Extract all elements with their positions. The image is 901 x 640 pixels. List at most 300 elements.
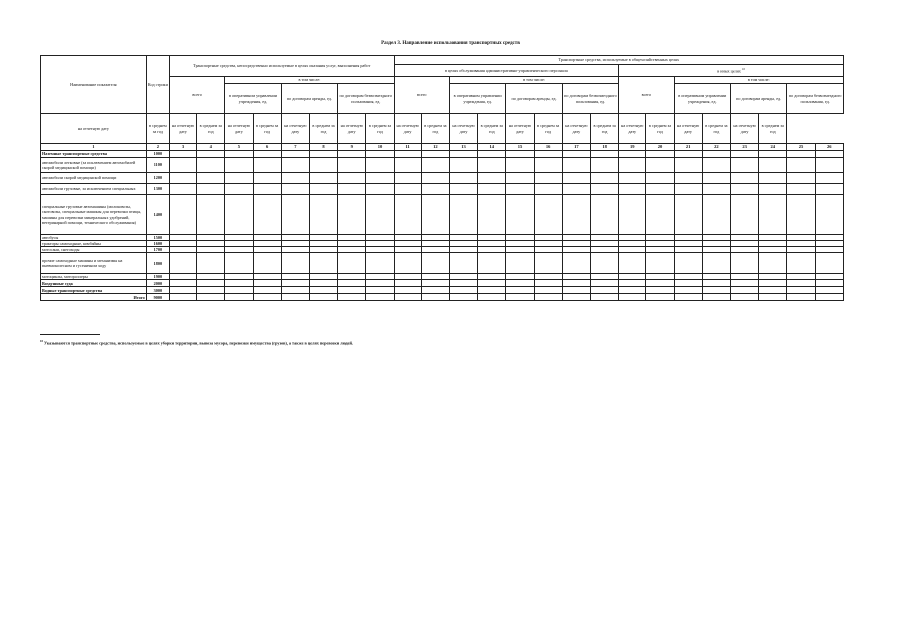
value-cell[interactable] (787, 253, 815, 274)
value-cell[interactable] (338, 195, 366, 235)
value-cell[interactable] (759, 195, 787, 235)
value-cell[interactable] (590, 151, 618, 158)
value-cell[interactable] (169, 253, 196, 274)
value-cell[interactable] (169, 287, 196, 294)
value-cell[interactable] (590, 184, 618, 195)
value-cell[interactable] (534, 294, 562, 301)
value-cell[interactable] (506, 184, 534, 195)
value-cell[interactable] (338, 280, 366, 287)
value-cell[interactable] (787, 195, 815, 235)
value-cell[interactable] (281, 253, 309, 274)
value-cell[interactable] (562, 280, 590, 287)
value-cell[interactable] (619, 253, 646, 274)
value-cell[interactable] (815, 253, 843, 274)
value-cell[interactable] (534, 195, 562, 235)
value-cell[interactable] (338, 151, 366, 158)
value-cell[interactable] (169, 184, 196, 195)
value-cell[interactable] (702, 173, 730, 184)
header-at-date: на отчетную дату (730, 114, 758, 144)
value-cell[interactable] (394, 184, 421, 195)
value-cell[interactable] (169, 151, 196, 158)
value-cell[interactable] (674, 280, 702, 287)
column-number: 6 (253, 144, 281, 151)
row-code: 1800 (146, 253, 169, 274)
value-cell[interactable] (815, 158, 843, 173)
column-number: 22 (702, 144, 730, 151)
row-name: тракторы самоходные, комбайны (41, 241, 147, 247)
value-cell[interactable] (253, 184, 281, 195)
header-rent: по договорам аренды, ед. (730, 84, 786, 114)
value-cell[interactable] (421, 294, 449, 301)
value-cell[interactable] (449, 195, 477, 235)
value-cell[interactable] (169, 294, 196, 301)
value-cell[interactable] (281, 287, 309, 294)
value-cell[interactable] (590, 173, 618, 184)
value-cell[interactable] (253, 294, 281, 301)
value-cell[interactable] (674, 151, 702, 158)
value-cell[interactable] (702, 294, 730, 301)
value-cell[interactable] (534, 158, 562, 173)
value-cell[interactable] (815, 280, 843, 287)
value-cell[interactable] (394, 173, 421, 184)
value-cell[interactable] (309, 151, 337, 158)
value-cell[interactable] (225, 158, 253, 173)
value-cell[interactable] (366, 158, 394, 173)
value-cell[interactable] (534, 253, 562, 274)
value-cell[interactable] (449, 280, 477, 287)
header-avg-year: в среднем за год (702, 114, 730, 144)
header-operative: в оперативном управлении учреждения, ед. (225, 84, 281, 114)
row-name: автомобили легковые (за исключением автомобилей скорой медицинской помощи) (41, 158, 147, 173)
value-cell[interactable] (674, 253, 702, 274)
value-cell[interactable] (506, 195, 534, 235)
value-cell[interactable] (478, 287, 506, 294)
value-cell[interactable] (787, 287, 815, 294)
value-cell[interactable] (253, 195, 281, 235)
value-cell[interactable] (449, 253, 477, 274)
value-cell[interactable] (478, 253, 506, 274)
value-cell[interactable] (225, 280, 253, 287)
value-cell[interactable] (815, 294, 843, 301)
value-cell[interactable] (338, 158, 366, 173)
value-cell[interactable] (590, 195, 618, 235)
value-cell[interactable] (534, 287, 562, 294)
header-group-b1: в целях обслуживания административно-управленческого персонала (394, 65, 619, 77)
value-cell[interactable] (449, 184, 477, 195)
column-number: 25 (787, 144, 815, 151)
value-cell[interactable] (759, 184, 787, 195)
header-total: всего (394, 77, 449, 114)
value-cell[interactable] (646, 294, 674, 301)
column-number: 12 (421, 144, 449, 151)
value-cell[interactable] (534, 184, 562, 195)
value-cell[interactable] (281, 294, 309, 301)
value-cell[interactable] (562, 195, 590, 235)
header-at-date: на отчетную дату (506, 114, 534, 144)
column-number: 1 (41, 144, 147, 151)
value-cell[interactable] (394, 253, 421, 274)
value-cell[interactable] (646, 151, 674, 158)
header-at-date: на отчетную дату (619, 114, 646, 144)
value-cell[interactable] (421, 195, 449, 235)
value-cell[interactable] (562, 253, 590, 274)
value-cell[interactable] (730, 173, 758, 184)
header-avg-year: в среднем за год (309, 114, 337, 144)
value-cell[interactable] (197, 294, 225, 301)
value-cell[interactable] (281, 280, 309, 287)
column-number: 17 (562, 144, 590, 151)
value-cell[interactable] (730, 287, 758, 294)
value-cell[interactable] (759, 173, 787, 184)
table-row (41, 184, 844, 195)
value-cell[interactable] (394, 195, 421, 235)
value-cell[interactable] (478, 151, 506, 158)
value-cell[interactable] (449, 173, 477, 184)
value-cell[interactable] (674, 158, 702, 173)
value-cell[interactable] (815, 173, 843, 184)
value-cell[interactable] (281, 173, 309, 184)
value-cell[interactable] (787, 158, 815, 173)
value-cell[interactable] (197, 173, 225, 184)
value-cell[interactable] (309, 280, 337, 287)
value-cell[interactable] (197, 287, 225, 294)
value-cell[interactable] (702, 287, 730, 294)
header-avg-year: в среднем за год (146, 114, 169, 144)
value-cell[interactable] (759, 294, 787, 301)
value-cell[interactable] (787, 151, 815, 158)
value-cell[interactable] (169, 173, 196, 184)
value-cell[interactable] (197, 184, 225, 195)
value-cell[interactable] (309, 173, 337, 184)
column-number: 2 (146, 144, 169, 151)
value-cell[interactable] (562, 287, 590, 294)
value-cell[interactable] (478, 294, 506, 301)
row-code: 2000 (146, 280, 169, 287)
row-name: автобусы (41, 235, 147, 241)
table-row (41, 158, 844, 173)
value-cell[interactable] (281, 158, 309, 173)
value-cell[interactable] (421, 280, 449, 287)
value-cell[interactable] (646, 195, 674, 235)
column-number: 13 (449, 144, 477, 151)
row-code: 1500 (146, 235, 169, 241)
header-indicator: Наименование показателя (41, 56, 147, 114)
row-name: мотосани, снегоходы (41, 247, 147, 253)
value-cell[interactable] (815, 184, 843, 195)
value-cell[interactable] (225, 184, 253, 195)
value-cell[interactable] (197, 280, 225, 287)
value-cell[interactable] (366, 287, 394, 294)
value-cell[interactable] (674, 195, 702, 235)
table-row (41, 253, 844, 274)
value-cell[interactable] (590, 280, 618, 287)
header-at-date: на отчетную дату (281, 114, 309, 144)
value-cell[interactable] (759, 151, 787, 158)
value-cell[interactable] (534, 173, 562, 184)
value-cell[interactable] (309, 184, 337, 195)
value-cell[interactable] (702, 280, 730, 287)
column-number: 4 (197, 144, 225, 151)
value-cell[interactable] (197, 151, 225, 158)
value-cell[interactable] (619, 195, 646, 235)
table-row (41, 151, 844, 158)
value-cell[interactable] (169, 280, 196, 287)
value-cell[interactable] (759, 287, 787, 294)
value-cell[interactable] (506, 287, 534, 294)
value-cell[interactable] (394, 151, 421, 158)
value-cell[interactable] (197, 195, 225, 235)
value-cell[interactable] (394, 294, 421, 301)
value-cell[interactable] (253, 151, 281, 158)
row-code: 1300 (146, 184, 169, 195)
value-cell[interactable] (646, 158, 674, 173)
value-cell[interactable] (730, 158, 758, 173)
value-cell[interactable] (197, 158, 225, 173)
row-code: 1400 (146, 195, 169, 235)
value-cell[interactable] (366, 195, 394, 235)
value-cell[interactable] (787, 173, 815, 184)
table-row (41, 173, 844, 184)
row-code: 9000 (146, 294, 169, 301)
value-cell[interactable] (787, 294, 815, 301)
value-cell[interactable] (590, 294, 618, 301)
value-cell[interactable] (759, 280, 787, 287)
value-cell[interactable] (562, 184, 590, 195)
value-cell[interactable] (619, 280, 646, 287)
column-number: 26 (815, 144, 843, 151)
value-cell[interactable] (646, 173, 674, 184)
value-cell[interactable] (338, 173, 366, 184)
value-cell[interactable] (506, 253, 534, 274)
value-cell[interactable] (449, 287, 477, 294)
value-cell[interactable] (421, 184, 449, 195)
value-cell[interactable] (421, 287, 449, 294)
value-cell[interactable] (674, 173, 702, 184)
value-cell[interactable] (421, 173, 449, 184)
value-cell[interactable] (449, 158, 477, 173)
value-cell[interactable] (646, 253, 674, 274)
value-cell[interactable] (506, 294, 534, 301)
row-name: Итого (41, 294, 147, 301)
row-code: 1600 (146, 241, 169, 247)
header-avg-year: в среднем за год (590, 114, 618, 144)
value-cell[interactable] (309, 195, 337, 235)
column-number: 5 (225, 144, 253, 151)
table-row (41, 195, 844, 235)
value-cell[interactable] (702, 184, 730, 195)
header-rent: по договорам аренды, ед. (506, 84, 562, 114)
value-cell[interactable] (366, 184, 394, 195)
value-cell[interactable] (562, 151, 590, 158)
value-cell[interactable] (590, 287, 618, 294)
value-cell[interactable] (169, 158, 196, 173)
value-cell[interactable] (366, 173, 394, 184)
column-number: 11 (394, 144, 421, 151)
value-cell[interactable] (506, 280, 534, 287)
value-cell[interactable] (702, 253, 730, 274)
value-cell[interactable] (562, 294, 590, 301)
value-cell[interactable] (478, 184, 506, 195)
row-name: специальные грузовые автомашины (молоковозы, скотовозы, специальные машины для перевозки птицы, машины для перевозки минеральных удобрений, ветеринарной помощи, технического обслуживания) (41, 195, 147, 235)
value-cell[interactable] (619, 151, 646, 158)
value-cell[interactable] (309, 158, 337, 173)
value-cell[interactable] (619, 294, 646, 301)
value-cell[interactable] (674, 294, 702, 301)
form-table (40, 55, 844, 301)
value-cell[interactable] (619, 173, 646, 184)
column-number: 18 (590, 144, 618, 151)
value-cell[interactable] (338, 294, 366, 301)
header-at-date: на отчетную дату (674, 114, 702, 144)
header-including: в том числе: (449, 77, 618, 84)
value-cell[interactable] (478, 158, 506, 173)
footnote-divider (40, 334, 100, 335)
page-title: Раздел 3. Направление использования транспортных средств (381, 41, 520, 46)
value-cell[interactable] (449, 151, 477, 158)
column-number: 14 (478, 144, 506, 151)
header-avg-year: в среднем за год (478, 114, 506, 144)
value-cell[interactable] (421, 253, 449, 274)
value-cell[interactable] (506, 158, 534, 173)
value-cell[interactable] (478, 173, 506, 184)
value-cell[interactable] (730, 151, 758, 158)
value-cell[interactable] (646, 280, 674, 287)
value-cell[interactable] (730, 195, 758, 235)
value-cell[interactable] (787, 184, 815, 195)
value-cell[interactable] (759, 158, 787, 173)
value-cell[interactable] (394, 287, 421, 294)
value-cell[interactable] (281, 151, 309, 158)
value-cell[interactable] (590, 253, 618, 274)
value-cell[interactable] (366, 253, 394, 274)
table-row (41, 294, 844, 301)
value-cell[interactable] (225, 287, 253, 294)
value-cell[interactable] (253, 280, 281, 287)
column-number: 9 (338, 144, 366, 151)
header-at-date: на отчетную дату (562, 114, 590, 144)
column-number: 21 (674, 144, 702, 151)
row-name: автомобили грузовые, за исключением специальных (41, 184, 147, 195)
value-cell[interactable] (562, 173, 590, 184)
value-cell[interactable] (619, 287, 646, 294)
value-cell[interactable] (478, 280, 506, 287)
header-avg-year: в среднем за год (366, 114, 394, 144)
value-cell[interactable] (366, 151, 394, 158)
header-avg-year: в среднем за год (759, 114, 787, 144)
value-cell[interactable] (253, 173, 281, 184)
value-cell[interactable] (787, 280, 815, 287)
header-total: всего (619, 77, 674, 114)
value-cell[interactable] (674, 287, 702, 294)
value-cell[interactable] (225, 294, 253, 301)
value-cell[interactable] (646, 287, 674, 294)
value-cell[interactable] (309, 253, 337, 274)
value-cell[interactable] (338, 184, 366, 195)
header-avg-year: в среднем за год (646, 114, 674, 144)
value-cell[interactable] (759, 253, 787, 274)
value-cell[interactable] (534, 151, 562, 158)
value-cell[interactable] (590, 158, 618, 173)
value-cell[interactable] (309, 287, 337, 294)
value-cell[interactable] (702, 151, 730, 158)
value-cell[interactable] (815, 287, 843, 294)
value-cell[interactable] (478, 195, 506, 235)
table-row (41, 280, 844, 287)
header-group-b: Транспортные средства, используемые в общехозяйственных целях (394, 56, 843, 65)
value-cell[interactable] (815, 195, 843, 235)
row-name: Водные транспортные средства (41, 287, 147, 294)
column-number: 3 (169, 144, 196, 151)
value-cell[interactable] (225, 195, 253, 235)
value-cell[interactable] (730, 294, 758, 301)
column-number: 19 (619, 144, 646, 151)
value-cell[interactable] (225, 173, 253, 184)
row-name: Воздушные суда (41, 280, 147, 287)
value-cell[interactable] (338, 253, 366, 274)
value-cell[interactable] (421, 151, 449, 158)
header-code: Код строки (146, 56, 169, 114)
column-number: 10 (366, 144, 394, 151)
header-free: по договорам безвозмездного пользования, ед. (787, 84, 844, 114)
row-name: мотоциклы, мотороллеры (41, 274, 147, 280)
header-avg-year: в среднем за год (197, 114, 225, 144)
value-cell[interactable] (646, 184, 674, 195)
value-cell[interactable] (281, 195, 309, 235)
value-cell[interactable] (730, 184, 758, 195)
value-cell[interactable] (366, 294, 394, 301)
header-avg-year: в среднем за год (253, 114, 281, 144)
value-cell[interactable] (815, 151, 843, 158)
row-code: 1900 (146, 274, 169, 280)
value-cell[interactable] (281, 184, 309, 195)
value-cell[interactable] (225, 253, 253, 274)
value-cell[interactable] (619, 184, 646, 195)
value-cell[interactable] (506, 151, 534, 158)
row-code: 1700 (146, 247, 169, 253)
value-cell[interactable] (619, 158, 646, 173)
header-at-date: на отчетную дату (338, 114, 366, 144)
value-cell[interactable] (421, 158, 449, 173)
row-name: прочие самоходные машины и механизмы на пневмоколесном и гусеничном ходу (41, 253, 147, 274)
value-cell[interactable] (394, 158, 421, 173)
column-number: 8 (309, 144, 337, 151)
value-cell[interactable] (702, 158, 730, 173)
value-cell[interactable] (394, 280, 421, 287)
value-cell[interactable] (366, 280, 394, 287)
header-operative: в оперативном управлении учреждения, ед. (674, 84, 730, 114)
value-cell[interactable] (253, 287, 281, 294)
footnote: $^{10}$ Указываются транспортные средства, используемые в целях уборки территории, вывоза мусора, перевозки имущества (грузов), а также в целях перевозки людей. (40, 339, 353, 346)
value-cell[interactable] (338, 287, 366, 294)
value-cell[interactable] (534, 280, 562, 287)
value-cell[interactable] (225, 151, 253, 158)
value-cell[interactable] (730, 280, 758, 287)
value-cell[interactable] (309, 294, 337, 301)
value-cell[interactable] (169, 195, 196, 235)
column-number: 16 (534, 144, 562, 151)
header-free: по договорам безвозмездного пользования, ед. (562, 84, 618, 114)
value-cell[interactable] (449, 294, 477, 301)
value-cell[interactable] (197, 253, 225, 274)
value-cell[interactable] (702, 195, 730, 235)
column-number: 15 (506, 144, 534, 151)
value-cell[interactable] (253, 253, 281, 274)
value-cell[interactable] (674, 184, 702, 195)
value-cell[interactable] (730, 253, 758, 274)
value-cell[interactable] (506, 173, 534, 184)
value-cell[interactable] (253, 158, 281, 173)
value-cell[interactable] (562, 158, 590, 173)
